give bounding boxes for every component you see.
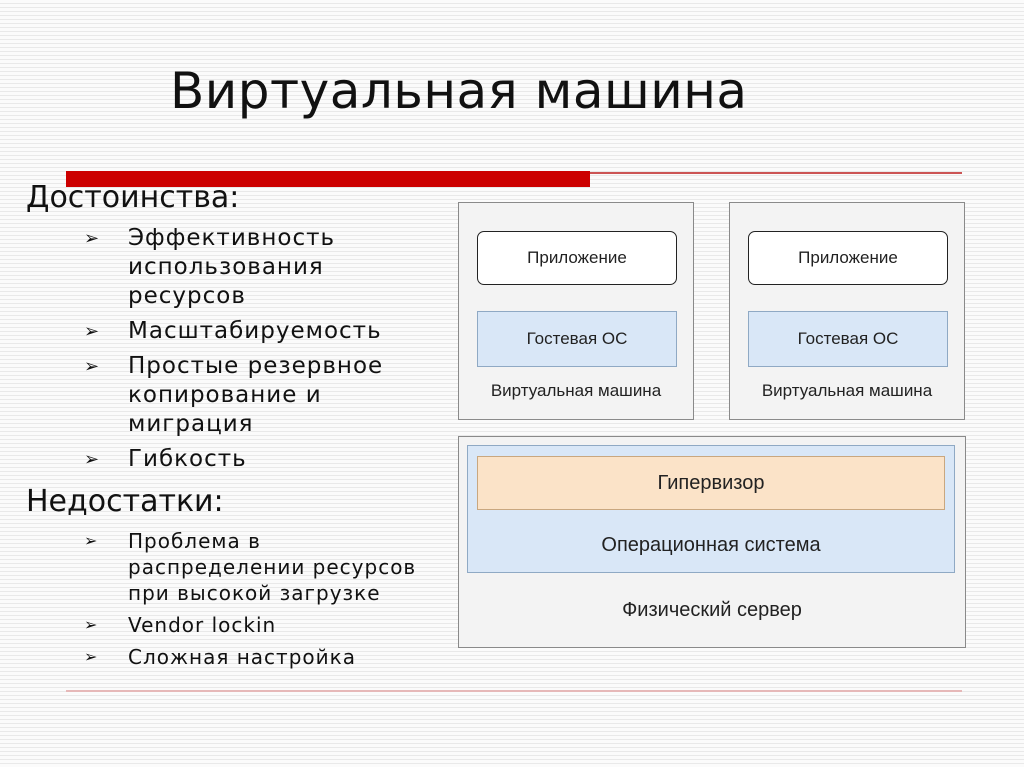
guest-os-box: Гостевая ОС [477,311,677,367]
virtual-machine-box [729,202,965,420]
list-item: ➢ Vendor lockin [84,613,277,637]
arrow-bullet-icon: ➢ [84,615,98,634]
advantages-list [84,224,424,480]
footer-divider [66,690,962,692]
list-item: ➢ Эффективность использования ресурсов [84,225,336,309]
virtual-machine-box [458,202,694,420]
list-item: ➢ Сложная настройка [84,645,356,669]
title-accent-line [590,172,962,174]
host-os-box [467,445,955,573]
arrow-bullet-icon: ➢ [84,321,100,342]
arrow-bullet-icon: ➢ [84,356,100,377]
arrow-bullet-icon: ➢ [84,228,100,249]
physical-server-box [458,436,966,648]
list-item: ➢ Гибкость [84,446,247,472]
arrow-bullet-icon: ➢ [84,647,98,666]
virtual-machine-label: Виртуальная машина [490,381,662,400]
slide-title: Виртуальная машина [170,62,748,120]
application-box: Приложение [477,231,677,285]
arrow-bullet-icon: ➢ [84,449,100,470]
hypervisor-box: Гипервизор [477,456,945,510]
application-box: Приложение [748,231,948,285]
host-os-label: Операционная система [601,534,821,556]
arrow-bullet-icon: ➢ [84,531,98,550]
disadvantages-heading: Недостатки: [26,484,224,519]
list-item: ➢ Проблема в распределении ресурсов при высокой загрузке [84,529,417,605]
physical-server-label: Физический сервер [622,599,802,621]
disadvantages-list [84,528,424,676]
virtual-machine-label: Виртуальная машина [761,381,933,400]
advantages-heading: Достоинства: [26,180,240,215]
list-item: ➢ Простые резервное копирование и миграция [84,353,384,437]
guest-os-box: Гостевая ОС [748,311,948,367]
list-item: ➢ Масштабируемость [84,318,382,344]
